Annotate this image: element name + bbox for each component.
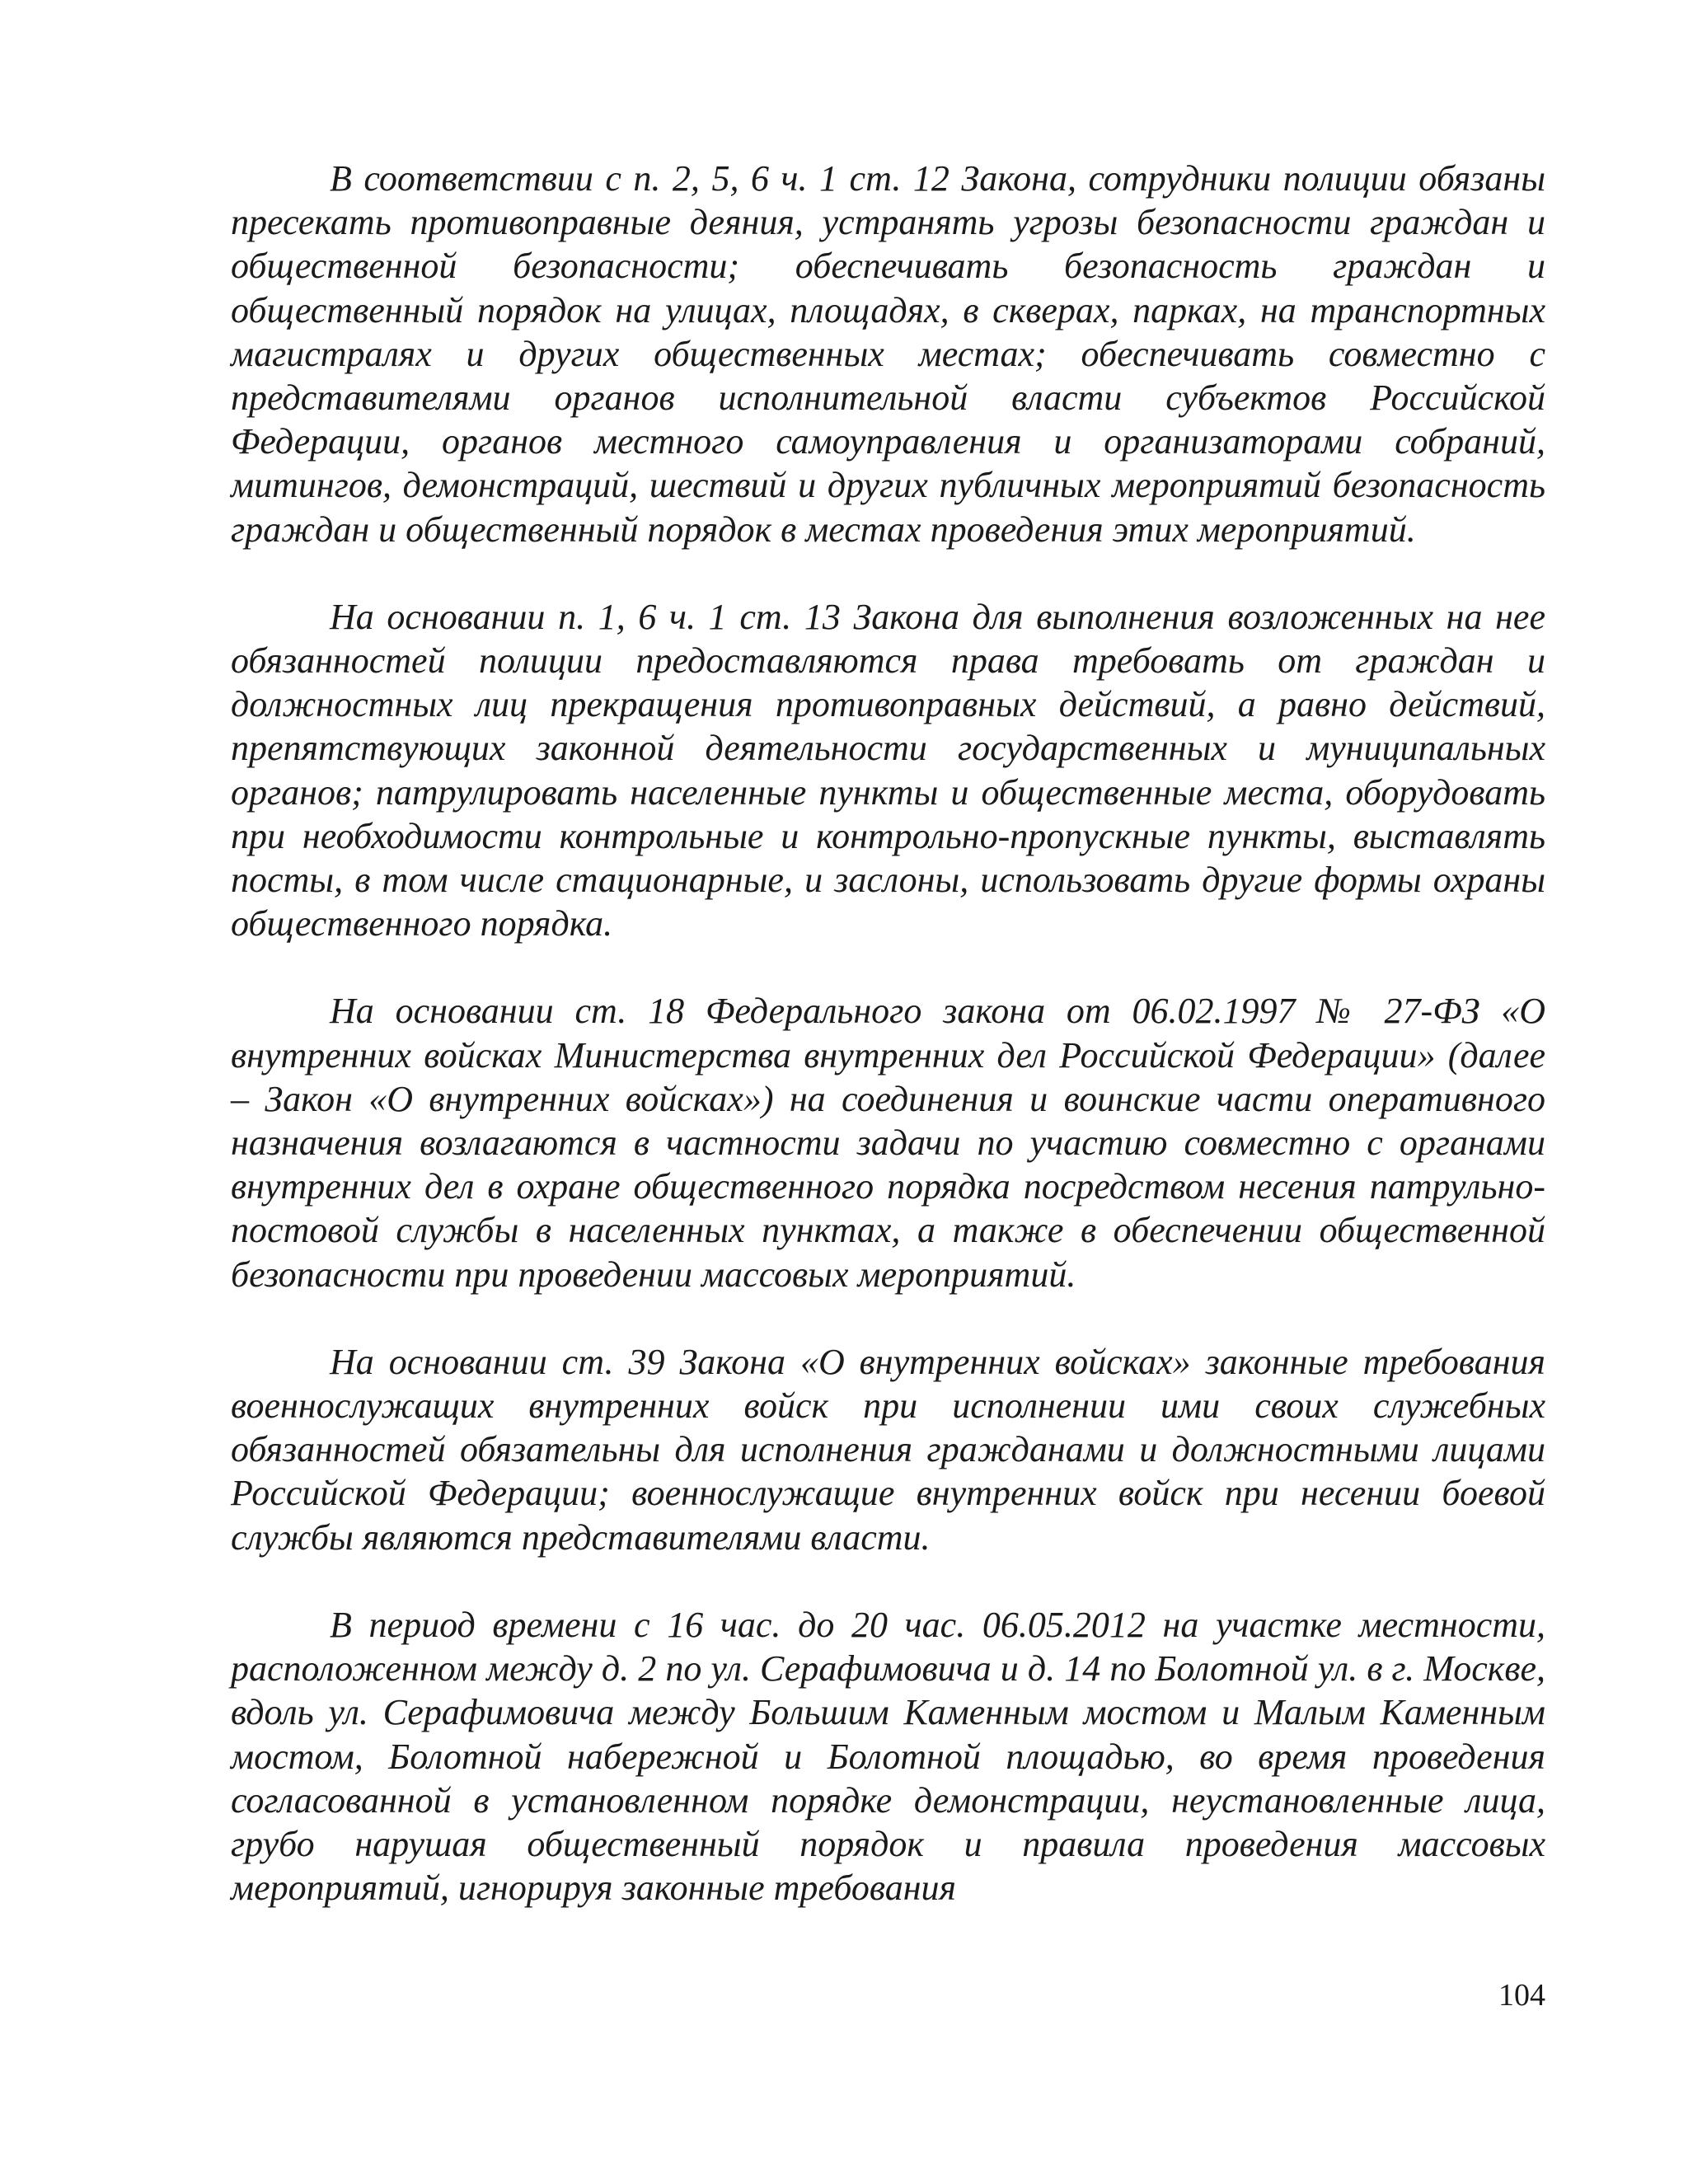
paragraph-internal-troops-requirements: На основании ст. 39 Закона «О внутренних войсках» законные требования военнослужащих внутренних войск при исполнении ими своих служебных обязанностей обязательны для исполнения гражданами и должностными лицами Российской Федерации; военнослужащие внутренних войск при несении боевой службы являются представителями власти.: [231, 1341, 1545, 1558]
paragraph-event-description: В период времени с 16 час. до 20 час. 06.05.2012 на участке местности, расположенном между д. 2 по ул. Серафимовича и д. 14 по Болотной ул. в г. Москве, вдоль ул. Серафимовича между Большим Каменным мостом и Малым Каменным мостом, Болотной набережной и Болотной площадью, во время проведения согласованной в установленном порядке демонстрации, неустановленные лица, грубо нарушая общественный порядок и правила проведения массовых мероприятий, игнорируя законные требования: [231, 1604, 1545, 1909]
paragraph-police-rights: На основании п. 1, 6 ч. 1 ст. 13 Закона для выполнения возложенных на нее обязанностей полиции предоставляются права требовать от граждан и должностных лиц прекращения противоправных действий, а равно действий, препятствующих законной деятельности государственных и муниципальных органов; патрулировать населенные пункты и общественные места, оборудовать при необходимости контрольные и контрольно-пропускные пункты, выставлять посты, в том числе стационарные, и заслоны, использовать другие формы охраны общественного порядка.: [231, 596, 1545, 944]
paragraph-police-duties: В соответствии с п. 2, 5, 6 ч. 1 ст. 12 Закона, сотрудники полиции обязаны пресекать противоправные деяния, устранять угрозы безопасности граждан и общественной безопасности; обеспечивать безопасность граждан и общественный порядок на улицах, площадях, в скверах, парках, на транспортных магистралях и других общественных местах; обеспечивать совместно с представителями органов исполнительной власти субъектов Российской Федерации, органов местного самоуправления и организаторами собраний, митингов, демонстраций, шествий и других публичных мероприятий безопасность граждан и общественный порядок в местах проведения этих мероприятий.: [231, 158, 1545, 550]
page-number: 104: [1498, 1978, 1545, 2013]
document-body: [231, 157, 1545, 1910]
paragraph-internal-troops-tasks: На основании ст. 18 Федерального закона от 06.02.1997 № 27-ФЗ «О внутренних войсках Министерства внутренних дел Российской Федерации» (далее – Закон «О внутренних войсках») на соединения и воинские части оперативного назначения возлагаются в частности задачи по участию совместно с органами внутренних дел в охране общественного порядка посредством несения патрульно-постовой службы в населенных пунктах, а также в обеспечении общественной безопасности при проведении массовых мероприятий.: [231, 991, 1545, 1295]
